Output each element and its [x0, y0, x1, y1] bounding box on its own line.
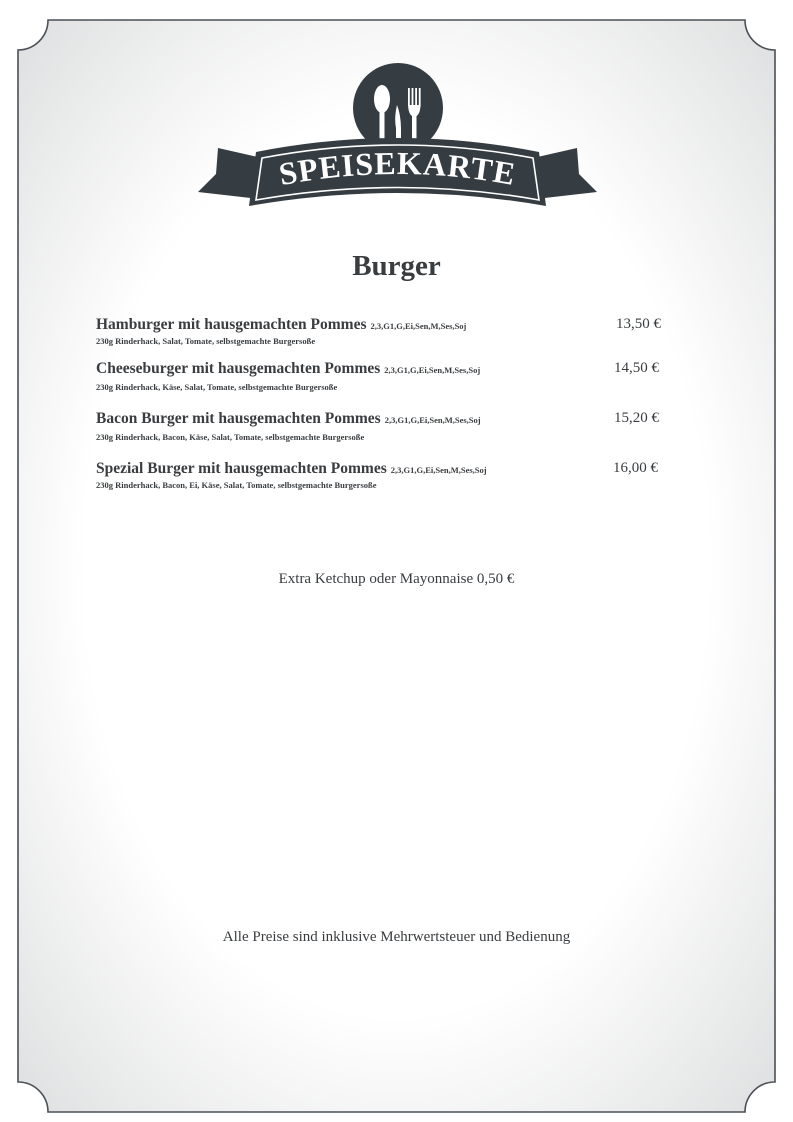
item-name: Bacon Burger mit hausgemachten Pommes	[96, 410, 381, 427]
item-allergens: 2,3,G1,G,Ei,Sen,M,Ses,Soj	[384, 365, 481, 375]
item-price: 16,00 €	[613, 460, 658, 476]
item-name: Hamburger mit hausgemachten Pommes	[96, 316, 367, 333]
item-description: 230g Rinderhack, Bacon, Käse, Salat, Tomate, selbstgemachte Burgersoße	[96, 432, 365, 442]
extra-note: Extra Ketchup oder Mayonnaise 0,50 €	[278, 571, 515, 587]
item-name: Spezial Burger mit hausgemachten Pommes	[96, 460, 387, 477]
speisekarte-logo	[190, 60, 605, 235]
item-price: 13,50 €	[616, 316, 661, 332]
item-allergens: 2,3,G1,G,Ei,Sen,M,Ses,Soj	[384, 415, 481, 425]
footer-note: Alle Preise sind inklusive Mehrwertsteuer und Bedienung	[222, 929, 571, 945]
banner-title: SPEISEKARTE	[276, 144, 519, 193]
section-title: Burger	[352, 250, 441, 282]
menu-item-hamburger	[96, 316, 676, 346]
item-price: 14,50 €	[614, 360, 659, 376]
menu-item-spezial-burger	[96, 460, 676, 490]
item-description: 230g Rinderhack, Bacon, Ei, Käse, Salat, Tomate, selbstgemachte Burgersoße	[96, 480, 377, 490]
item-name: Cheeseburger mit hausgemachten Pommes	[96, 360, 381, 377]
menu-item-cheeseburger	[96, 360, 676, 392]
item-description: 230g Rinderhack, Salat, Tomate, selbstgemachte Burgersoße	[96, 336, 316, 346]
item-price: 15,20 €	[614, 410, 659, 426]
menu-item-bacon-burger	[96, 410, 676, 442]
item-allergens: 2,3,G1,G,Ei,Sen,M,Ses,Soj	[370, 321, 467, 331]
item-allergens: 2,3,G1,G,Ei,Sen,M,Ses,Soj	[390, 465, 487, 475]
item-description: 230g Rinderhack, Käse, Salat, Tomate, selbstgemachte Burgersoße	[96, 382, 338, 392]
